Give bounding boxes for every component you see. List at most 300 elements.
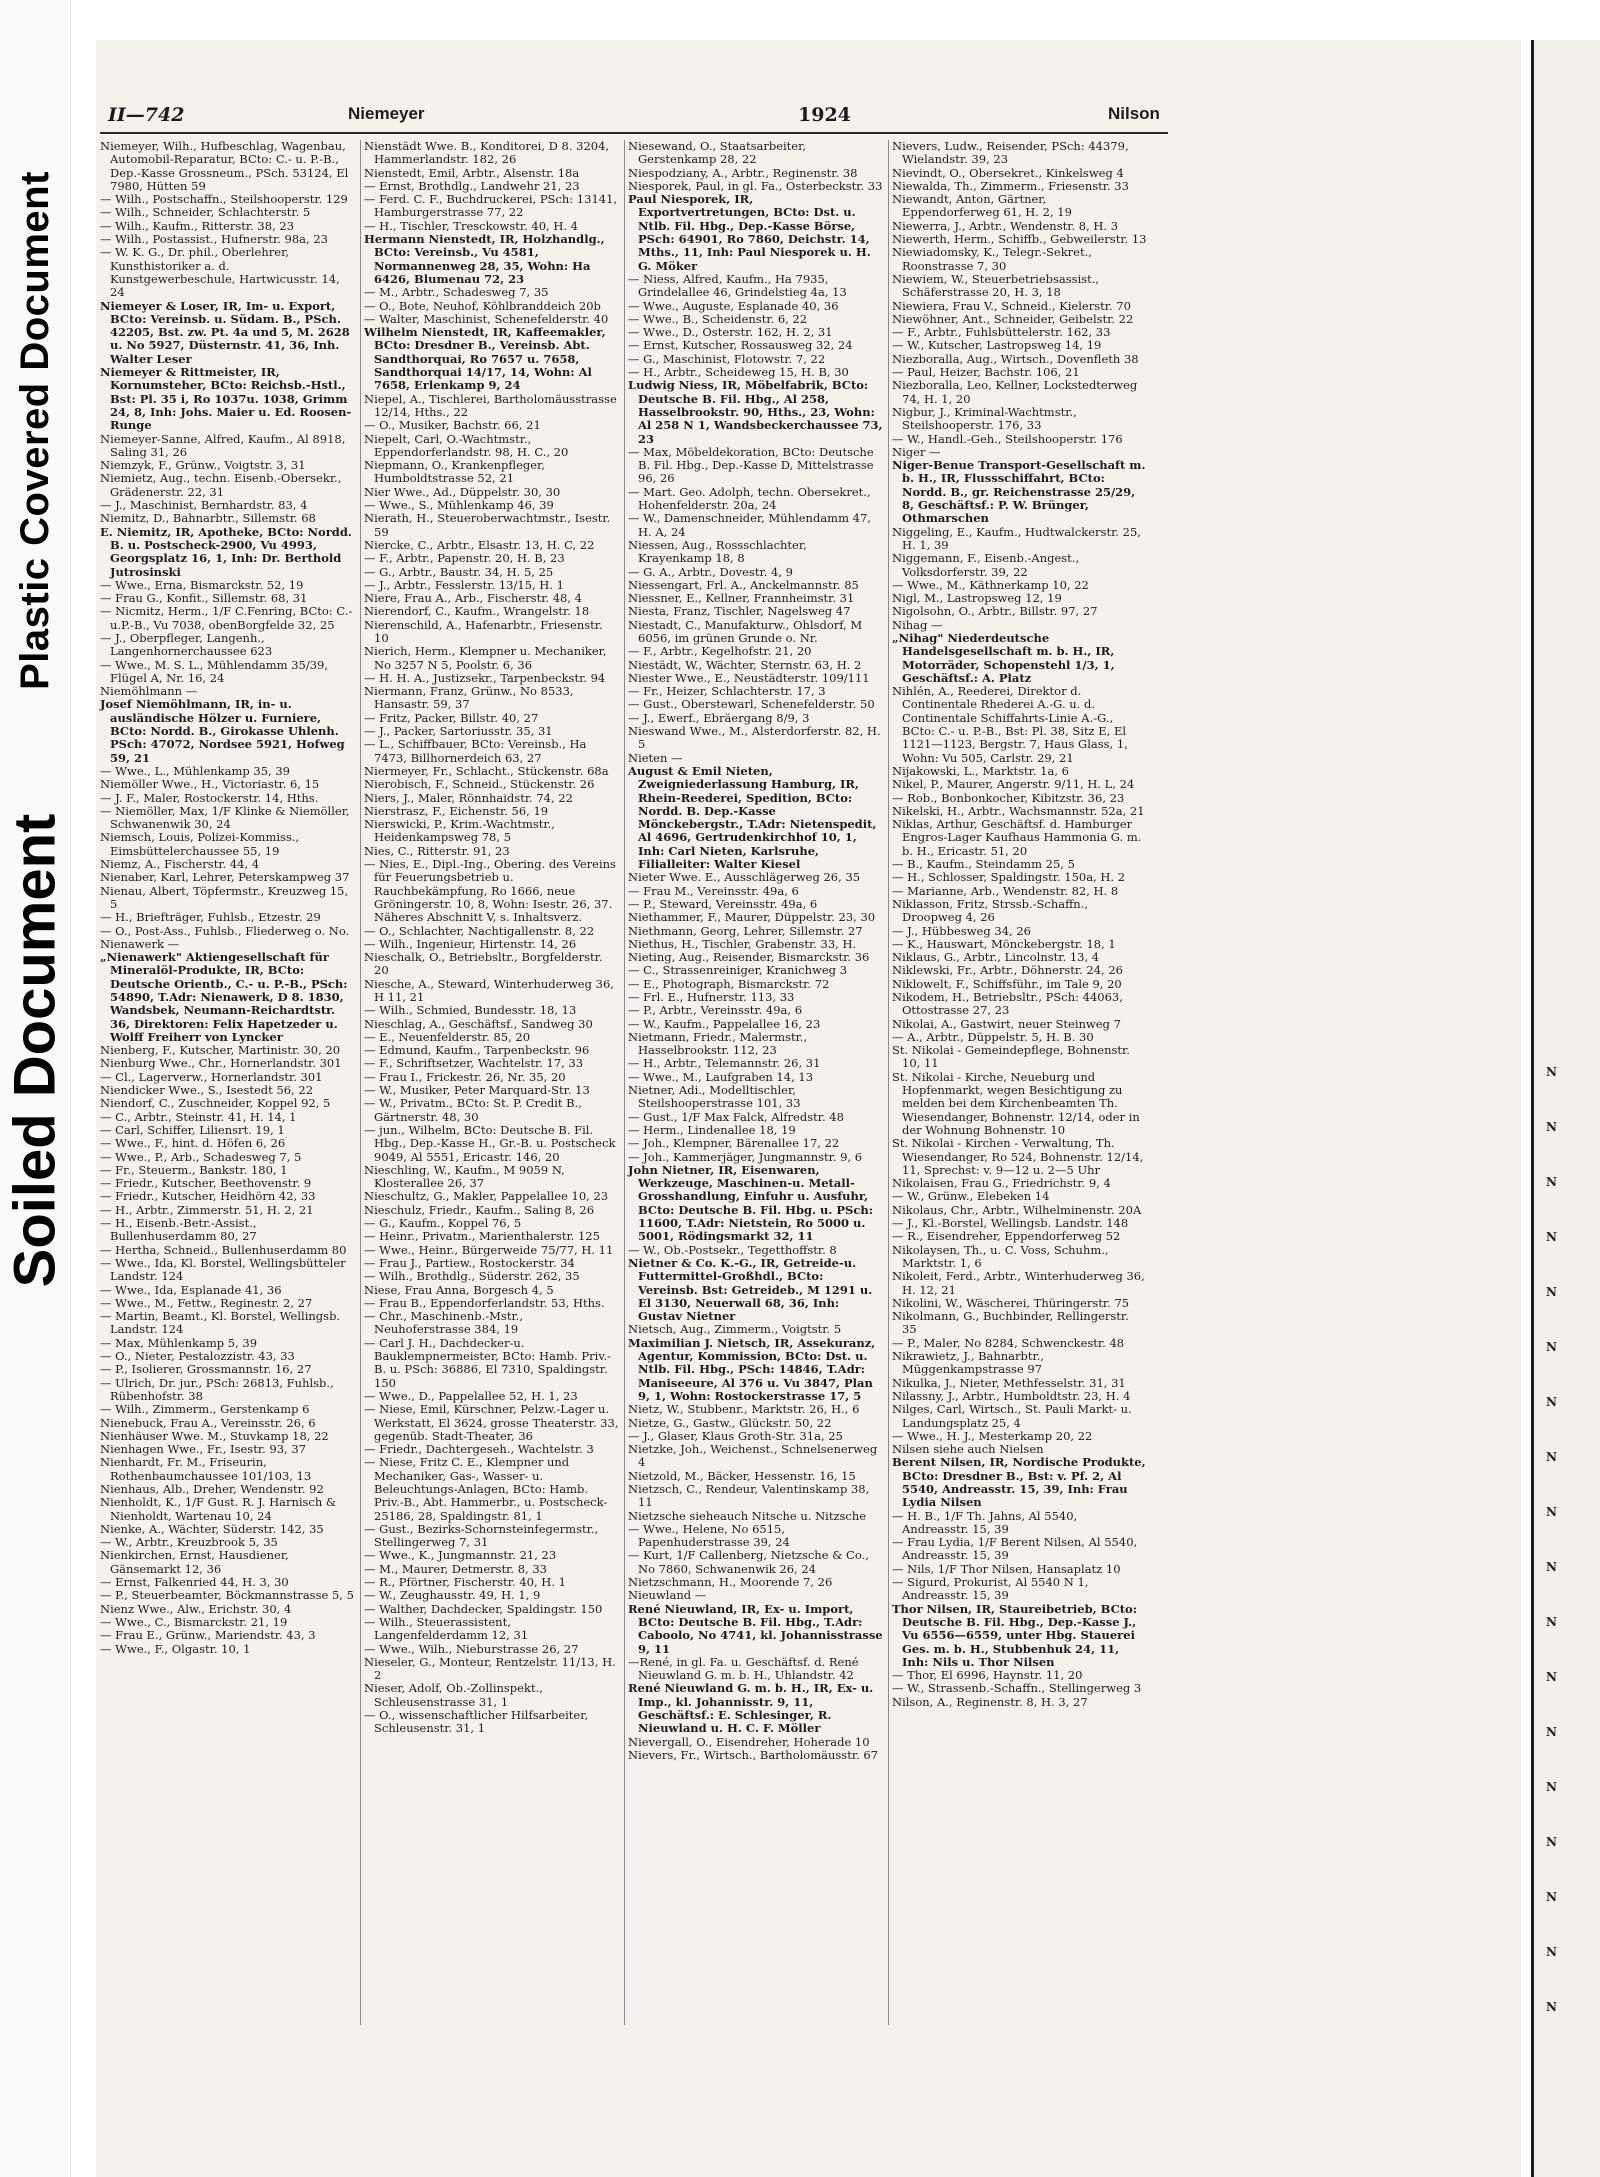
directory-entry: — P., Isolierer, Grossmannstr. 16, 27 bbox=[100, 1362, 312, 1377]
directory-entry: — Wwe., D., Pappelallee 52, H. 1, 23 bbox=[364, 1388, 578, 1403]
directory-entry: Nietze, G., Gastw., Glückstr. 50, 22 bbox=[628, 1415, 832, 1430]
directory-entry: — Frau Lydia, 1/F Berent Nilsen, Al 5540, Andreasstr. 15, 39 bbox=[892, 1535, 1138, 1563]
directory-entry: — Paul, Heizer, Bachstr. 106, 21 bbox=[892, 365, 1080, 380]
directory-entry: Nigolsohn, O., Arbtr., Billstr. 97, 27 bbox=[892, 604, 1098, 619]
directory-entry: — Wwe., M., Laufgraben 14, 13 bbox=[628, 1069, 814, 1084]
directory-entry: — Wilh., Brothdlg., Süderstr. 262, 35 bbox=[364, 1269, 580, 1284]
directory-entry: Niessen, Aug., Rossschlachter, Krayenkamp 18, 8 bbox=[628, 537, 807, 566]
directory-entry: Nievindt, O., Obersekret., Kinkelsweg 4 bbox=[892, 165, 1124, 180]
directory-entry: Nikrawietz, J., Bahnarbtr., Müggenkampstrasse 97 bbox=[892, 1349, 1045, 1377]
directory-entry: — Friedr., Kutscher, Heidhörn 42, 33 bbox=[100, 1189, 316, 1204]
directory-entry: — Niemöller, Max, 1/F Klinke & Niemöller, Schwanenwik 30, 24 bbox=[100, 803, 350, 832]
directory-entry: Niesche, A., Steward, Winterhuderweg 36, H 11, 21 bbox=[364, 976, 614, 1004]
directory-entry: Nietzold, M., Bäcker, Hessenstr. 16, 15 bbox=[628, 1468, 856, 1483]
directory-entry: Niese, Frau Anna, Borgesch 4, 5 bbox=[364, 1282, 554, 1297]
directory-entry: Niepelt, Carl, O.-Wachtmstr., Eppendorferlandstr. 98, H. C., 20 bbox=[364, 431, 569, 459]
directory-entry: Niger — bbox=[892, 444, 941, 459]
column-4 bbox=[892, 140, 1147, 1709]
directory-entry: — Frau G., Konfit., Sillemstr. 68, 31 bbox=[100, 591, 308, 606]
directory-entry: — Chr., Maschinenb.-Mstr., Neuhoferstrasse 384, 19 bbox=[364, 1309, 523, 1337]
directory-entry: Nievers, Ludw., Reisender, PSch: 44379, Wielandstr. 39, 23 bbox=[892, 139, 1129, 167]
directory-entry: Nienkirchen, Ernst, Hausdiener, Gänsemarkt 12, 36 bbox=[100, 1548, 289, 1576]
directory-entry: Nieschling, W., Kaufm., M 9059 N, Klosterallee 26, 37 bbox=[364, 1162, 565, 1191]
column-2 bbox=[364, 140, 619, 1736]
column-divider bbox=[888, 140, 889, 2025]
directory-entry: — E., Neuenfelderstr. 85, 20 bbox=[364, 1029, 531, 1044]
directory-entry: Hermann Nienstedt, IR, Holzhandlg., BCto: Vereinsb., Vu 4581, Normannenweg 28, 35, Wohn: Ha 6426, Blumenau 72, 23 bbox=[364, 232, 605, 286]
directory-entry: — J. F., Maler, Rostockerstr. 14, Hths. bbox=[100, 790, 319, 805]
directory-entry: — M., Maurer, Detmerstr. 8, 33 bbox=[364, 1561, 547, 1576]
directory-entry: — Ernst, Falkenried 44, H. 3, 30 bbox=[100, 1575, 289, 1590]
directory-entry: — Wwe., H. J., Mesterkamp 20, 22 bbox=[892, 1428, 1093, 1443]
directory-entry: Nienholdt, K., 1/F Gust. R. J. Harnisch & Nienholdt, Wartenau 10, 24 bbox=[100, 1495, 337, 1523]
directory-entry: — Joh., Kammerjäger, Jungmannstr. 9, 6 bbox=[628, 1149, 863, 1164]
directory-entry: Niessner, E., Kellner, Frannheimstr. 31 bbox=[628, 591, 855, 606]
directory-entry: Nienhagen Wwe., Fr., Isestr. 93, 37 bbox=[100, 1442, 306, 1457]
directory-entry: — P., Steward, Vereinsstr. 49a, 6 bbox=[628, 896, 818, 911]
edge-letter: N bbox=[1546, 2000, 1557, 2014]
directory-entry: Nilassny, J., Arbtr., Humboldtstr. 23, H. 4 bbox=[892, 1388, 1131, 1403]
directory-entry: Niercke, C., Arbtr., Elsastr. 13, H. C, 22 bbox=[364, 537, 595, 552]
directory-entry: Nienhäuser Wwe. M., Stuvkamp 18, 22 bbox=[100, 1428, 329, 1443]
directory-entry: — Gust., Bezirks-Schornsteinfegermstr., Stellingerweg 7, 31 bbox=[364, 1521, 599, 1550]
directory-entry: — Wilh., Zimmerm., Gerstenkamp 6 bbox=[100, 1402, 310, 1417]
directory-entry: — Ulrich, Dr. jur., PSch: 26813, Fuhlsb., Rübenhofstr. 38 bbox=[100, 1375, 334, 1403]
directory-entry: Maximilian J. Nietsch, IR, Assekuranz, Agentur, Kommission, BCto: Dst. u. Ntlb. Fil. Hbg., PSch: 14846, T.Adr: Maniseeure, Al 376 u. Vu 3847, Plan 9, 1, Wohn: Rostockerstrasse 17, 5 bbox=[628, 1335, 876, 1403]
directory-entry: — O., Nieter, Pestalozzistr. 43, 33 bbox=[100, 1349, 295, 1364]
directory-entry: Nienaber, Karl, Lehrer, Peterskampweg 37 bbox=[100, 870, 350, 885]
directory-entry: Nievers, Fr., Wirtsch., Bartholomäusstr. 67 bbox=[628, 1747, 878, 1762]
directory-entry: — Wwe., P., Arb., Schadesweg 7, 5 bbox=[100, 1149, 302, 1164]
directory-entry: — Wwe., Erna, Bismarckstr. 52, 19 bbox=[100, 577, 304, 592]
directory-entry: Nienhardt, Fr. M., Friseurin, Rothenbaumchaussee 101/103, 13 bbox=[100, 1455, 312, 1483]
directory-entry: Wilhelm Nienstedt, IR, Kaffeemakler, BCto: Dresdner B., Vereinsb. Abt. Sandthorquai, Ro 7657 u. 7658, Sandthorquai 14/17, 14, Wohn: Al 7658, Erlenkamp 9, 24 bbox=[364, 325, 606, 393]
directory-entry: Nikolini, W., Wäscherei, Thüringerstr. 75 bbox=[892, 1295, 1130, 1310]
directory-entry: — C., Strassenreiniger, Kranichweg 3 bbox=[628, 963, 848, 978]
directory-entry: Niewalda, Th., Zimmerm., Friesenstr. 33 bbox=[892, 178, 1129, 193]
directory-entry: — Carl, Schiffer, Liliensrt. 19, 1 bbox=[100, 1122, 285, 1137]
directory-entry: Niestädt, W., Wächter, Sternstr. 63, H. 2 bbox=[628, 657, 862, 672]
directory-entry: — C., Arbtr., Steinstr. 41, H. 14, 1 bbox=[100, 1109, 297, 1124]
plastic-covered-label: Plastic Covered Document bbox=[12, 170, 57, 690]
directory-entry: — Wwe., L., Mühlenkamp 35, 39 bbox=[100, 763, 290, 778]
directory-entry: Nieswand Wwe., M., Alsterdorferstr. 82, H. 5 bbox=[628, 724, 881, 752]
directory-entry: — Frau J., Partiew., Rostockerstr. 34 bbox=[364, 1255, 575, 1270]
directory-entry: Niessengart, Frl. A., Anckelmannstr. 85 bbox=[628, 577, 859, 592]
directory-entry: Nikolmann, G., Buchbinder, Rellingerstr. 35 bbox=[892, 1309, 1129, 1337]
directory-entry: — E., Photograph, Bismarckstr. 72 bbox=[628, 976, 830, 991]
column-divider bbox=[624, 140, 625, 2025]
directory-entry: Nietzsche sieheauch Nitsche u. Nitzsche bbox=[628, 1508, 867, 1523]
header-rule bbox=[100, 132, 1168, 134]
directory-entry: — Wilh., Postschaffn., Steilshooperstr. 129 bbox=[100, 192, 348, 207]
directory-entry: Nietzsch, C., Rendeur, Valentinskamp 38, 11 bbox=[628, 1481, 870, 1510]
directory-entry: Niklewski, Fr., Arbtr., Döhnerstr. 24, 26 bbox=[892, 963, 1123, 978]
directory-entry: — Hertha, Schneid., Bullenhuserdamm 80 bbox=[100, 1242, 347, 1257]
directory-entry: — P., Maler, No 8284, Schwenckestr. 48 bbox=[892, 1335, 1125, 1350]
directory-year: 1924 bbox=[798, 104, 851, 126]
directory-entry: Niermeyer, Fr., Schlacht., Stückenstr. 68a bbox=[364, 763, 609, 778]
directory-entry: — Wwe., F., Olgastr. 10, 1 bbox=[100, 1641, 251, 1656]
directory-entry: Niestadt, C., Manufakturw., Ohlsdorf, M 6056, im grünen Grunde o. Nr. bbox=[628, 617, 863, 645]
directory-entry: — Cl., Lagerverw., Hornerlandstr. 301 bbox=[100, 1069, 323, 1084]
directory-entry: — Herm., Lindenallee 18, 19 bbox=[628, 1122, 796, 1137]
directory-entry: Niewiem, W., Steuerbetriebsassist., Schäferstrasse 20, H. 3, 18 bbox=[892, 271, 1100, 300]
directory-entry: — Niess, Alfred, Kaufm., Ha 7935, Grindelallee 46, Grindelstieg 4a, 13 bbox=[628, 271, 847, 300]
directory-entry: August & Emil Nieten, Zweigniederlassung Hamburg, IR, Rhein-Reederei, Spedition, BCto: Nordd. B. Dep.-Kasse Mönckebergstr., T.Adr: Nietenspedit, Al 4696, Gertrudenkirchhof 10, 1, Inh: Carl Nieten, Karlsruhe, Filialleiter: Walter Kiesel bbox=[628, 763, 877, 872]
directory-entry: Nieuwland — bbox=[628, 1588, 707, 1603]
directory-entry: Niklas, Arthur, Geschäftsf. d. Hamburger Engros-Lager Kaufhaus Hammonia G. m. b. H., Ericastr. 51, 20 bbox=[892, 817, 1142, 858]
directory-entry: Nierath, H., Steueroberwachtmstr., Isestr. 59 bbox=[364, 511, 611, 539]
directory-entry: Nietner, Adi., Modelltischler, Steilshooperstrasse 101, 33 bbox=[628, 1083, 801, 1111]
directory-entry: — Fr., Steuerm., Bankstr. 180, 1 bbox=[100, 1162, 288, 1177]
directory-entry: Niere, Frau A., Arb., Fischerstr. 48, 4 bbox=[364, 591, 582, 606]
directory-entry: Niewöhner, Ant., Schneider, Geibelstr. 22 bbox=[892, 311, 1134, 326]
directory-entry: — Wilh., Ingenieur, Hirtenstr. 14, 26 bbox=[364, 936, 577, 951]
directory-entry: Nienau, Albert, Töpfermstr., Kreuzweg 15, 5 bbox=[100, 883, 349, 911]
directory-entry: — G., Arbtr., Baustr. 34, H. 5, 25 bbox=[364, 564, 554, 579]
edge-letter: N bbox=[1546, 1945, 1557, 1959]
directory-entry: Berent Nilsen, IR, Nordische Produkte, BCto: Dresdner B., Bst: v. Pf. 2, Al 5540, Andreasstr. 15, 39, Inh: Frau Lydia Nilsen bbox=[892, 1455, 1146, 1510]
directory-entry: — Wwe., Ida, Kl. Borstel, Wellingsbütteler Landstr. 124 bbox=[100, 1255, 346, 1284]
directory-entry: — Marianne, Arb., Wendenstr. 82, H. 8 bbox=[892, 883, 1119, 898]
directory-entry: Nikulka, J., Nieter, Methfesselstr. 31, 31 bbox=[892, 1375, 1126, 1390]
directory-entry: — G., Maschinist, Flotowstr. 7, 22 bbox=[628, 351, 826, 366]
edge-letter: N bbox=[1546, 1065, 1557, 1079]
directory-entry: — H., Schlosser, Spaldingstr. 150a, H. 2 bbox=[892, 870, 1126, 885]
directory-entry: — H., Arbtr., Scheideweg 15, H. B, 30 bbox=[628, 365, 849, 380]
directory-entry: Nienz Wwe., Alw., Erichstr. 30, 4 bbox=[100, 1601, 292, 1616]
directory-entry: Nienstädt Wwe. B., Konditorei, D 8. 3204, Hammerlandstr. 182, 26 bbox=[364, 139, 610, 167]
directory-entry: — Wwe., Ida, Esplanade 41, 36 bbox=[100, 1282, 282, 1297]
directory-entry: — M., Arbtr., Schadesweg 7, 35 bbox=[364, 285, 549, 300]
directory-entry: — H., Eisenb.-Betr.-Assist., Bullenhuserdamm 80, 27 bbox=[100, 1216, 257, 1244]
directory-entry: „Nihag" Niederdeutsche Handelsgesellschaft m. b. H., IR, Motorräder, Schopenstehl 1/3, 1, Geschäftsf.: A. Platz bbox=[892, 630, 1115, 685]
directory-entry: — jun., Wilhelm, BCto: Deutsche B. Fil. Hbg., Dep.-Kasse H., Gr.-B. u. Postscheck 9049, Al 5551, Ericastr. 146, 20 bbox=[364, 1122, 616, 1164]
directory-entry: — F., Arbtr., Kegelhofstr. 21, 20 bbox=[628, 644, 812, 659]
directory-entry: Niethmann, Georg, Lehrer, Sillemstr. 27 bbox=[628, 923, 863, 938]
directory-entry: — Gust., Oberstewarl, Schenefelderstr. 50 bbox=[628, 697, 875, 712]
directory-entry: — H., Arbtr., Telemannstr. 26, 31 bbox=[628, 1056, 821, 1071]
directory-entry: — J., Oberpfleger, Langenh., Langenhornerchaussee 623 bbox=[100, 630, 273, 659]
first-entry-name: Niemeyer bbox=[348, 104, 425, 123]
directory-entry: — Wwe., D., Osterstr. 162, H. 2, 31 bbox=[628, 325, 833, 340]
directory-entry: — G., Kaufm., Koppel 76, 5 bbox=[364, 1216, 522, 1231]
edge-letter: N bbox=[1546, 1560, 1557, 1574]
directory-entry: Niermann, Franz, Grünw., No 8533, Hansastr. 59, 37 bbox=[364, 684, 574, 712]
directory-entry: Nilsen siehe auch Nielsen bbox=[892, 1442, 1044, 1457]
directory-entry: Thor Nilsen, IR, Staureibetrieb, BCto: Deutsche B. Fil. Hbg., Dep.-Kasse J., Vu 6556—6559, unter Hbg. Stauerei Ges. m. b. H., Stubbenhuk 24, 11, Inh: Nils u. Thor Nilsen bbox=[892, 1601, 1137, 1669]
directory-entry: — Walter, Maschinist, Schenefelderstr. 40 bbox=[364, 311, 609, 326]
directory-entry: — J., Arbtr., Fesslerstr. 13/15, H. 1 bbox=[364, 577, 564, 592]
directory-entry: — W., Grünw., Elebeken 14 bbox=[892, 1189, 1050, 1204]
directory-entry: Nieschlag, A., Geschäftsf., Sandweg 30 bbox=[364, 1016, 593, 1031]
edge-letter: N bbox=[1546, 1395, 1557, 1409]
directory-entry: — Friedr., Dachtergeseh., Wachtelstr. 3 bbox=[364, 1442, 594, 1457]
directory-entry: — Niese, Emil, Kürschner, Pelzw.-Lager u. Werkstatt, El 3624, grosse Theaterstr. 33, gegenüb. Stadt-Theater, 36 bbox=[364, 1402, 619, 1443]
directory-entry: — W., Strassenb.-Schaffn., Stellingerweg 3 bbox=[892, 1681, 1142, 1696]
directory-entry: Niepmann, O., Krankenpfleger, Humboldtstrasse 52, 21 bbox=[364, 458, 545, 486]
directory-entry: — Frau I., Frickestr. 26, Nr. 35, 20 bbox=[364, 1069, 566, 1084]
directory-entry: — Nicmitz, Herm., 1/F C.Fenring, BCto: C.-u.P.-B., Vu 7038, obenBorgfelde 32, 25 bbox=[100, 604, 353, 632]
directory-entry: „Nienawerk" Aktiengesellschaft für Mineralöl-Produkte, IR, BCto: Deutsche Orientb., C.- u. P.-B., PSch: 54890, T.Adr: Nienawerk, D 8. 1830, Wandsbek, Neumann-Reichardtstr. 36, Direktoren: Felix Hapetzeder u. Wolff Freiherr von Lyncker bbox=[100, 950, 348, 1044]
edge-letter: N bbox=[1546, 1175, 1557, 1189]
directory-entry: Nienke, A., Wächter, Süderstr. 142, 35 bbox=[100, 1521, 324, 1536]
directory-entry: — H., Briefträger, Fuhlsb., Etzestr. 29 bbox=[100, 910, 321, 925]
directory-entry: — Max, Möbeldekoration, BCto: Deutsche B. Fil. Hbg., Dep.-Kasse D, Mittelstrasse 96, 26 bbox=[628, 444, 874, 486]
directory-entry: — Wwe., B., Scheidenstr. 6, 22 bbox=[628, 311, 808, 326]
column-3 bbox=[628, 140, 883, 1762]
edge-letter: N bbox=[1546, 1450, 1557, 1464]
directory-entry: — W., Kutscher, Lastropsweg 14, 19 bbox=[892, 338, 1102, 353]
directory-entry: — G. A., Arbtr., Dovestr. 4, 9 bbox=[628, 564, 793, 579]
directory-entry: Nikolai, A., Gastwirt, neuer Steinweg 7 bbox=[892, 1016, 1121, 1031]
directory-entry: Niklowelt, F., Schiffsführ., im Tale 9, 20 bbox=[892, 976, 1122, 991]
directory-entry: Niemitz, D., Bahnarbtr., Sillemstr. 68 bbox=[100, 511, 316, 526]
directory-entry: René Nieuwland, IR, Ex- u. Import, BCto: Deutsche B. Fil. Hbg., T.Adr: Caboolo, No 4741, kl. Johannisstrasse 9, 11 bbox=[628, 1601, 883, 1656]
edge-letter: N bbox=[1546, 1725, 1557, 1739]
directory-entry: — W., Zeughausstr. 49, H. 1, 9 bbox=[364, 1588, 541, 1603]
directory-entry: — Edmund, Kaufm., Tarpenbeckstr. 96 bbox=[364, 1043, 590, 1058]
directory-entry: Niger-Benue Transport-Gesellschaft m. b. H., IR, Flussschiffahrt, BCto: Nordd. B., gr. Reichenstrasse 25/29, 8, Geschäftsf.: P. W. Brünger, Othmarschen bbox=[892, 458, 1146, 526]
directory-entry: — Wilh., Steuerassistent, Langenfelderdamm 12, 31 bbox=[364, 1614, 529, 1643]
soiled-document-label: Soiled Document bbox=[2, 813, 68, 1287]
directory-entry: — Wilh., Kaufm., Ritterstr. 38, 23 bbox=[100, 218, 295, 233]
directory-entry: Ludwig Niess, IR, Möbelfabrik, BCto: Deutsche B. Fil. Hbg., Al 258, Hasselbrookstr. 90, Hths., 23, Wohn: Al 258 N 1, Wandsbeckerchaussee 73, 23 bbox=[628, 378, 883, 446]
directory-entry: Nier Wwe., Ad., Düppelstr. 30, 30 bbox=[364, 484, 561, 499]
directory-entry: Nieter Wwe. E., Ausschlägerweg 26, 35 bbox=[628, 870, 861, 885]
directory-entry: — Sigurd, Prokurist, Al 5540 N 1, Andreasstr. 15, 39 bbox=[892, 1575, 1089, 1603]
directory-entry: Niemeyer-Sanne, Alfred, Kaufm., Al 8918, Saling 31, 26 bbox=[100, 431, 346, 459]
column-divider bbox=[360, 140, 361, 2025]
directory-entry: — Carl J. H., Dachdecker-u. Bauklempnermeister, BCto: Hamb. Priv.-B. u. PSch: 36886, El 7310, Spaldingstr. 150 bbox=[364, 1335, 611, 1390]
directory-entry: — Ernst, Kutscher, Rossausweg 32, 24 bbox=[628, 338, 853, 353]
directory-entry: — K., Hauswart, Mönckebergstr. 18, 1 bbox=[892, 936, 1116, 951]
directory-entry: Nierendorf, C., Kaufm., Wrangelstr. 18 bbox=[364, 604, 590, 619]
directory-entry: Niemeyer & Loser, IR, Im- u. Export, BCto: Vereinsb. u. Südam. B., PSch. 42205, Bst. zw. Pt. 4a und 5, M. 2628 u. No 5927, Düsternstr. 41, 36, Inh. Walter Leser bbox=[100, 298, 350, 366]
directory-entry: Niesewand, O., Staatsarbeiter, Gerstenkamp 28, 22 bbox=[628, 139, 807, 167]
directory-entry: Nienberg, F., Kutscher, Martinistr. 30, 20 bbox=[100, 1043, 341, 1058]
directory-entry: Nienawerk — bbox=[100, 936, 180, 951]
directory-entry: — Thor, El 6996, Haynstr. 11, 20 bbox=[892, 1668, 1083, 1683]
directory-entry: John Nietner, IR, Eisenwaren, Werkzeuge, Maschinen-u. Metall-Grosshandlung, Einfuhr u. Ausfuhr, BCto: Deutsche B. Fil. Hbg. u. PSch: 11600, T.Adr: Nietstein, Ro 5000 u. 5001, Rödingsmarkt 32, 11 bbox=[628, 1162, 873, 1244]
directory-entry: Nikolaisen, Frau G., Friedrichstr. 9, 4 bbox=[892, 1176, 1111, 1191]
directory-entry: — Wwe., Auguste, Esplanade 40, 36 bbox=[628, 298, 839, 313]
directory-entry: Niesta, Franz, Tischler, Nagelsweg 47 bbox=[628, 604, 851, 619]
edge-letter: N bbox=[1546, 1505, 1557, 1519]
directory-entry: Nienburg Wwe., Chr., Hornerlandstr. 301 bbox=[100, 1056, 342, 1071]
directory-entry: Niemeyer, Wilh., Hufbeschlag, Wagenbau, Automobil-Reparatur, BCto: C.- u. P.-B., Dep.-Kasse Grossneum., PSch. 53124, El 7980, Hütten 59 bbox=[100, 139, 349, 193]
directory-entry: — Wwe., Helene, No 6515, Papenhuderstrasse 39, 24 bbox=[628, 1521, 790, 1550]
directory-entry: — H., Tischler, Tresckowstr. 40, H. 4 bbox=[364, 218, 578, 233]
page-number: II—742 bbox=[108, 104, 185, 126]
directory-entry: E. Niemitz, IR, Apotheke, BCto: Nordd. B. u. Postscheck-2900, Vu 4993, Georgsplatz 16, 1, Inh: Dr. Berthold Jutrosinski bbox=[100, 524, 352, 579]
directory-entry: — Heinr., Privatm., Marienthalerstr. 125 bbox=[364, 1229, 600, 1244]
directory-entry: — Mart. Geo. Adolph, techn. Obersekret., Hohenfelderstr. 20a, 24 bbox=[628, 484, 871, 513]
directory-entry: Niezboralla, Aug., Wirtsch., Dovenfleth 38 bbox=[892, 351, 1139, 366]
directory-entry: Nies, C., Ritterstr. 91, 23 bbox=[364, 843, 510, 858]
directory-entry: St. Nikolai - Gemeindepflege, Bohnenstr. 10, 11 bbox=[892, 1043, 1130, 1071]
directory-entry: Niewandt, Anton, Gärtner, Eppendorferweg 61, H. 2, 19 bbox=[892, 192, 1072, 220]
directory-entry: Nieschultz, G., Makler, Pappelallee 10, 23 bbox=[364, 1189, 609, 1204]
directory-entry: Niezboralla, Leo, Kellner, Lockstedterweg 74, H. 1, 20 bbox=[892, 378, 1138, 406]
directory-entry: — B., Kaufm., Steindamm 25, 5 bbox=[892, 857, 1075, 872]
directory-entry: Niemöller Wwe., H., Victoriastr. 6, 15 bbox=[100, 777, 320, 792]
edge-letter: N bbox=[1546, 1890, 1557, 1904]
directory-entry: — P., Steuerbeamter, Böckmannstrasse 5, 5 bbox=[100, 1588, 354, 1603]
directory-entry: — W., Kaufm., Pappelallee 16, 23 bbox=[628, 1016, 821, 1031]
directory-entry: Niemietz, Aug., techn. Eisenb.-Obersekr., Grädenerstr. 22, 31 bbox=[100, 471, 342, 499]
column-1 bbox=[100, 140, 355, 1656]
directory-entry: — Ernst, Brothdlg., Landwehr 21, 23 bbox=[364, 178, 580, 193]
directory-entry: — F., Schriftsetzer, Wachtelstr. 17, 33 bbox=[364, 1056, 584, 1071]
directory-entry: — O., Bote, Neuhof, Köhlbranddeich 20b bbox=[364, 298, 601, 313]
directory-entry: Niggeling, E., Kaufm., Hudtwalckerstr. 25, H. 1, 39 bbox=[892, 524, 1141, 552]
directory-entry: Niepel, A., Tischlerei, Bartholomäusstrasse 12/14, Hths., 22 bbox=[364, 391, 617, 419]
directory-entry: — Wwe., F., hint. d. Höfen 6, 26 bbox=[100, 1136, 286, 1151]
directory-entry: Nihag — bbox=[892, 617, 943, 632]
directory-entry: — Niese, Fritz C. E., Klempner und Mechaniker, Gas-, Wasser- u. Beleuchtungs-Anlagen, BCto: Hamb. Priv.-B., Abt. Hammerbr., u. Postscheck- 25186, 28, Spaldingstr. 81, 1 bbox=[364, 1455, 608, 1523]
directory-entry: — H., Arbtr., Zimmerstr. 51, H. 2, 21 bbox=[100, 1202, 314, 1217]
directory-entry: — Wwe., Heinr., Bürgerweide 75/77, H. 11 bbox=[364, 1242, 614, 1257]
directory-entry: Nierstrasz, F., Eichenstr. 56, 19 bbox=[364, 803, 549, 818]
directory-entry: Nieseler, G., Monteur, Rentzelstr. 11/13, H. 2 bbox=[364, 1654, 616, 1683]
directory-entry: Nieting, Aug., Reisender, Bismarckstr. 36 bbox=[628, 950, 870, 965]
directory-entry: — F., Arbtr., Papenstr. 20, H. B, 23 bbox=[364, 551, 565, 566]
directory-entry: Nikelski, H., Arbtr., Wachsmannstr. 52a, 21 bbox=[892, 803, 1145, 818]
directory-entry: — Wwe., M. S. L., Mühlendamm 35/39, Flügel A, Nr. 16, 24 bbox=[100, 657, 329, 685]
directory-entry: Niethus, H., Tischler, Grabenstr. 33, H. bbox=[628, 936, 857, 951]
directory-entry: — Fritz, Packer, Billstr. 40, 27 bbox=[364, 710, 539, 725]
directory-entry: — J., Kl.-Borstel, Wellingsb. Landstr. 148 bbox=[892, 1216, 1129, 1231]
directory-entry: Nieten — bbox=[628, 750, 683, 765]
directory-entry: Niethammer, F., Maurer, Düppelstr. 23, 30 bbox=[628, 910, 876, 925]
directory-entry: — Wwe., M., Fettw., Reginestr. 2, 27 bbox=[100, 1295, 313, 1310]
directory-entry: Niggemann, F., Eisenb.-Angest., Volksdorferstr. 39, 22 bbox=[892, 551, 1080, 579]
directory-entry: Paul Niesporek, IR, Exportvertretungen, BCto: Dst. u. Ntlb. Fil. Hbg., Dep.-Kasse Börse, PSch: 64901, Ro 7860, Deichstr. 14, Mths., 11, Inh: Paul Niesporek u. H. G. Möker bbox=[628, 192, 871, 273]
directory-entry: — Max, Mühlenkamp 5, 39 bbox=[100, 1335, 258, 1350]
directory-entry: Nienhaus, Alb., Dreher, Wendenstr. 92 bbox=[100, 1481, 324, 1496]
directory-entry: — Wwe., C., Bismarckstr. 21, 19 bbox=[100, 1614, 288, 1629]
directory-entry: — Kurt, 1/F Callenberg, Nietzsche & Co., No 7860, Schwanenwik 26, 24 bbox=[628, 1548, 869, 1576]
directory-entry: Niesporek, Paul, in gl. Fa., Osterbeckstr. 33 bbox=[628, 178, 883, 193]
directory-entry: Nikoleit, Ferd., Arbtr., Winterhuderweg 36, H. 12, 21 bbox=[892, 1269, 1145, 1297]
directory-entry: — O., Post-Ass., Fuhlsb., Fliederweg o. No. bbox=[100, 923, 350, 938]
directory-entry: Niemsch, Louis, Polizei-Kommiss., Eimsbüttelerchaussee 55, 19 bbox=[100, 830, 300, 858]
directory-entry: Nietzke, Joh., Weichenst., Schnelsenerweg 4 bbox=[628, 1442, 878, 1470]
directory-entry: — Joh., Klempner, Bärenallee 17, 22 bbox=[628, 1136, 840, 1151]
directory-entry: Niewiera, Frau V., Schneid., Kielerstr. 70 bbox=[892, 298, 1131, 313]
directory-entry: — A., Arbtr., Düppelstr. 5, H. B. 30 bbox=[892, 1029, 1094, 1044]
directory-entry: Nieschulz, Friedr., Kaufm., Saling 8, 26 bbox=[364, 1202, 595, 1217]
directory-entry: — J., Packer, Sartoriusstr. 35, 31 bbox=[364, 724, 553, 739]
edge-letter: N bbox=[1546, 1835, 1557, 1849]
directory-entry: — W., Damenschneider, Mühlendamm 47, H. A, 24 bbox=[628, 511, 871, 539]
directory-entry: — Nils, 1/F Thor Nilsen, Hansaplatz 10 bbox=[892, 1561, 1121, 1576]
directory-entry: Niemz, A., Fischerstr. 44, 4 bbox=[100, 857, 260, 872]
directory-entry: Niewerth, Herm., Schiffb., Gebweilerstr. 13 bbox=[892, 232, 1147, 247]
directory-entry: — W., Handl.-Geh., Steilshooperstr. 176 bbox=[892, 431, 1123, 446]
page-header bbox=[108, 104, 1168, 128]
directory-entry: — W., Privatm., BCto: St. P. Credit B., Gärtnerstr. 48, 30 bbox=[364, 1096, 582, 1124]
directory-entry: — H. H. A., Justizsekr., Tarpenbeckstr. 94 bbox=[364, 670, 606, 685]
directory-entry: Nierswicki, P., Krim.-Wachtmstr., Heidenkampsweg 78, 5 bbox=[364, 817, 555, 845]
directory-entry: Nieschalk, O., Betriebsltr., Borgfelderstr. 20 bbox=[364, 950, 603, 978]
directory-entry: Niespodziany, A., Arbtr., Reginenstr. 38 bbox=[628, 165, 858, 180]
directory-entry: Nieser, Adolf, Ob.-Zollinspekt., Schleusenstrasse 31, 1 bbox=[364, 1681, 543, 1709]
directory-entry: — Wwe., M., Käthnerkamp 10, 22 bbox=[892, 577, 1089, 592]
directory-entry: — Walther, Dachdecker, Spaldingstr. 150 bbox=[364, 1601, 603, 1616]
directory-entry: Nietmann, Friedr., Malermstr., Hasselbrookstr. 112, 23 bbox=[628, 1029, 808, 1058]
directory-entry: Niklasson, Fritz, Strssb.-Schaffn., Droopweg 4, 26 bbox=[892, 896, 1089, 925]
directory-entry: — Nies, E., Dipl.-Ing., Obering. des Vereins für Feuerungsbetrieb u. Rauchbekämpfung, Ro 1666, neue Gröningerstr. 10, 8, Wohn: Isestr. 26, 37. Näheres Abschnitt V, s. Inhaltsverz. bbox=[364, 857, 616, 925]
directory-entry: Niester Wwe., E., Neustädterstr. 109/111 bbox=[628, 670, 870, 685]
directory-entry: — Friedr., Kutscher, Beethovenstr. 9 bbox=[100, 1176, 312, 1191]
directory-entry: — Fr., Heizer, Schlachterstr. 17, 3 bbox=[628, 684, 826, 699]
directory-entry: Josef Niemöhlmann, IR, in- u. ausländische Hölzer u. Furniere, BCto: Nordd. B., Girokasse Uhlenh. PSch: 47072, Nordsee 5921, Hofweg 59, 21 bbox=[100, 697, 345, 765]
directory-entry: — W. K. G., Dr. phil., Oberlehrer, Kunsthistoriker a. d. Kunstgewerbeschule, Hartwicusstr. 14, 24 bbox=[100, 245, 340, 300]
directory-entry: — J., Ewerf., Ebräergang 8/9, 3 bbox=[628, 710, 810, 725]
directory-entry: Niemzyk, F., Grünw., Voigtstr. 3, 31 bbox=[100, 458, 306, 473]
directory-entry: — W., Musiker, Peter Marquard-Str. 13 bbox=[364, 1083, 590, 1098]
edge-letter: N bbox=[1546, 1120, 1557, 1134]
directory-entry: Nierobisch, F., Schneid., Stückenstr. 26 bbox=[364, 777, 595, 792]
directory-entry: — P., Arbtr., Vereinsstr. 49a, 6 bbox=[628, 1003, 803, 1018]
directory-entry: — Wilh., Schmied, Bundesstr. 18, 13 bbox=[364, 1003, 577, 1018]
directory-entry: — F., Arbtr., Fuhlsbüttelerstr. 162, 33 bbox=[892, 325, 1111, 340]
directory-entry: — Wwe., S., Mühlenkamp 46, 39 bbox=[364, 498, 554, 513]
directory-entry: Nienebuck, Frau A., Vereinsstr. 26, 6 bbox=[100, 1415, 316, 1430]
directory-entry: — W., Ob.-Postsekr., Tegetthoffstr. 8 bbox=[628, 1242, 837, 1257]
last-entry-name: Nilson bbox=[1108, 104, 1160, 123]
directory-entry: — O., wissenschaftlicher Hilfsarbeiter, Schleusenstr. 31, 1 bbox=[364, 1708, 589, 1736]
directory-entry: Nijakowski, L., Marktstr. 1a, 6 bbox=[892, 763, 1069, 778]
directory-entry: — Martin, Beamt., Kl. Borstel, Wellingsb. Landstr. 124 bbox=[100, 1309, 341, 1337]
directory-entry: — Frl. E., Hufnerstr. 113, 33 bbox=[628, 990, 795, 1004]
edge-letter: N bbox=[1546, 1340, 1557, 1354]
directory-entry: Nikolaus, Chr., Arbtr., Wilhelminenstr. 20A bbox=[892, 1202, 1142, 1217]
directory-entry: Nilges, Carl, Wirtsch., St. Pauli Markt- u. Landungsplatz 25, 4 bbox=[892, 1402, 1132, 1430]
directory-entry: Nietner & Co. K.-G., IR, Getreide-u. Futtermittel-Großhdl., BCto: Vereinsb. Bst: Getreideb., M 1291 u. El 3130, Neuerwall 68, 36, Inh: Gustav Nietner bbox=[628, 1255, 873, 1324]
directory-entry: — Wilh., Postassist., Hufnerstr. 98a, 23 bbox=[100, 232, 328, 247]
edge-letter: N bbox=[1546, 1285, 1557, 1299]
edge-letter: N bbox=[1546, 1670, 1557, 1684]
directory-entry: Niemeyer & Rittmeister, IR, Kornumsteher, BCto: Reichsb.-Hstl., Bst: Pl. 35 i, Ro 1037u. 1038, Grimm 24, 8, Inh: Johs. Maier u. Ed. Roosen-Runge bbox=[100, 365, 352, 433]
left-side-strip bbox=[0, 0, 71, 2177]
directory-entry: — O., Schlachter, Nachtigallenstr. 8, 22 bbox=[364, 923, 595, 938]
directory-entry: — R., Pförtner, Fischerstr. 40, H. 1 bbox=[364, 1575, 566, 1590]
directory-entry: Niewerra, J., Arbtr., Wendenstr. 8, H. 3 bbox=[892, 218, 1119, 233]
directory-entry: Nietsch, Aug., Zimmerm., Voigtstr. 5 bbox=[628, 1322, 842, 1337]
directory-entry: Nienstedt, Emil, Arbtr., Alsenstr. 18a bbox=[364, 165, 580, 180]
directory-entry: Nikel, P., Maurer, Angerstr. 9/11, H. L, 24 bbox=[892, 777, 1135, 792]
directory-entry: St. Nikolai - Kirche, Neueburg und Hopfenmarkt, wegen Besichtigung zu melden bei dem Kirchenbeamten Th. Wiesendanger, Bohnenstr. 12/14, oder in der Wohnung Bohnenstr. 10 bbox=[892, 1069, 1140, 1137]
directory-entry: — Ferd. C. F., Buchdruckerei, PSch: 13141, Hamburgerstrasse 77, 22 bbox=[364, 192, 618, 220]
directory-entry: Nilson, A., Reginenstr. 8, H. 3, 27 bbox=[892, 1694, 1088, 1709]
directory-entry: — J., Glaser, Klaus Groth-Str. 31a, 25 bbox=[628, 1428, 843, 1443]
directory-entry: — J., Hübbesweg 34, 26 bbox=[892, 923, 1031, 938]
directory-entry: — Frau B., Eppendorferlandstr. 53, Hths. bbox=[364, 1295, 605, 1310]
directory-entry: Nikolaysen, Th., u. C. Voss, Schuhm., Marktstr. 1, 6 bbox=[892, 1242, 1109, 1270]
edge-letter: N bbox=[1546, 1615, 1557, 1629]
directory-entry: — Rob., Bonbonkocher, Kibitzstr. 36, 23 bbox=[892, 790, 1125, 805]
directory-entry: — O., Musiker, Bachstr. 66, 21 bbox=[364, 418, 541, 433]
directory-entry: Nigbur, J., Kriminal-Wachtmstr., Steilshooperstr. 176, 33 bbox=[892, 404, 1077, 433]
directory-entry: Nierich, Herm., Klempner u. Mechaniker, No 3257 N 5, Poolstr. 6, 36 bbox=[364, 644, 607, 672]
directory-entry: Nietz, W., Stubbenr., Marktstr. 26, H., 6 bbox=[628, 1402, 860, 1417]
directory-entry: — Gust., 1/F Max Falck, Alfredstr. 48 bbox=[628, 1109, 844, 1124]
edge-letter: N bbox=[1546, 1780, 1557, 1794]
